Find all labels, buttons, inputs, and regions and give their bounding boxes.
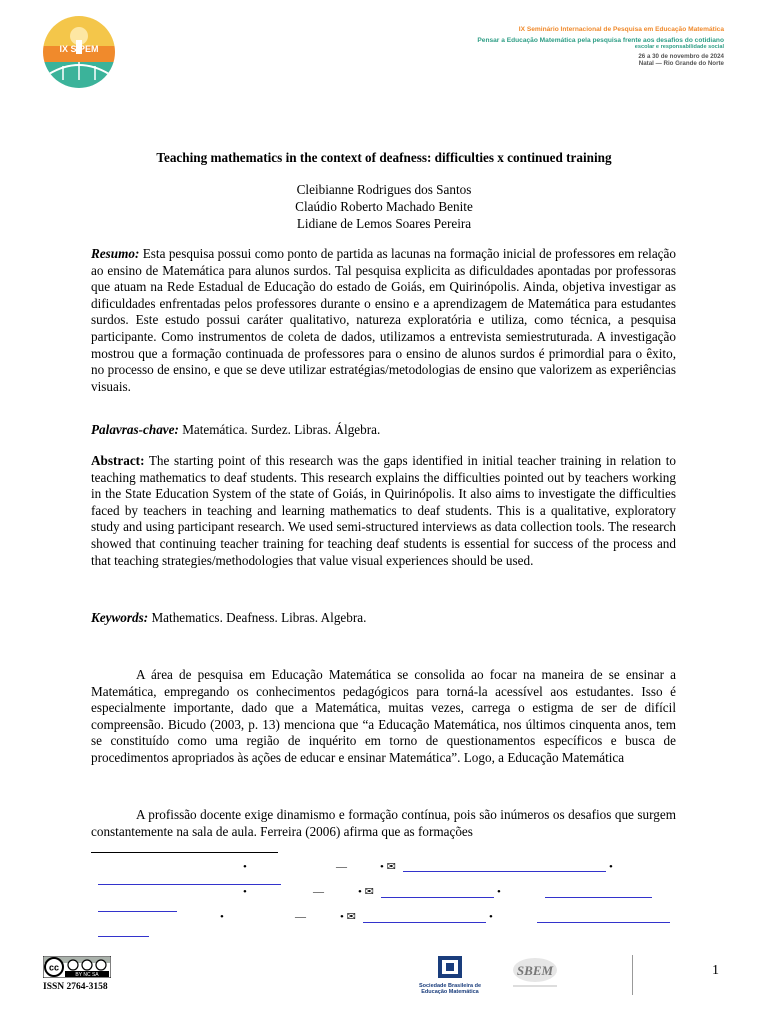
sbem-text: Sociedade Brasileira de Educação Matemática [418,983,482,995]
author-name: Claúdio Roberto Machado Benite [295,199,473,214]
keywords-line [91,610,676,627]
footer-divider [632,955,633,995]
creative-commons-badge[interactable] [43,956,111,978]
footnote-dash: — [336,861,347,873]
sbem-emblem-icon [438,956,462,978]
mail-icon: • ✉ [358,886,374,898]
sbem-logo [415,956,485,994]
footnote-dash: — [295,911,306,923]
body-paragraph-2: A profissão docente exige dinamismo e formação contínua, pois são inúmeros os desafios que surgem constantemente na sala de aula. Ferreira (2006) afirma que as formações [91,807,676,839]
svg-text:cc: cc [48,962,60,973]
footnote-bullet: • [609,861,613,873]
author-name: Lidiane de Lemos Soares Pereira [296,216,472,231]
issn-number: ISSN 2764-3158 [43,982,108,992]
page-number: 1 [712,963,719,978]
footnote-bullet: • [243,861,247,873]
sbem2-text: SBEM [516,963,554,978]
paper-title: Teaching mathematics in the context of deafness: difficulties x continued training [156,150,612,165]
footnote-bullet: • [243,886,247,898]
abstract-label: Abstract: [91,453,145,468]
sbem-secondary-logo [505,956,565,994]
body-paragraph-1: A área de pesquisa em Educação Matemática se consolida ao focar na maneira de se ensinar a Matemática, empregando os conhecimentos pedagógicos para torná-la acessível aos estudantes. Isso é especialmente importante, dado que a Matemática, muitas vezes, carrega o estigma de ser de difícil compreensão. Bicudo (2003, p. 13) menciona que “a Educação Matemática, nos últimos cinquenta anos, tem se constituído como uma região de inquérito em torno de questionamentos específicos e busca de procedimentos apropriados às ações de educar e ensinar Matemática”. Logo, a Educação Matemática [91,667,676,765]
abstract-paragraph [91,453,676,569]
cc-label: BY NC SA [75,972,99,978]
footnote-link[interactable] [98,884,281,885]
event-name: IX Seminário Internacional de Pesquisa em Educação Matemática [518,26,724,33]
footnote-rule [91,852,278,853]
event-dates: 26 a 30 de novembro de 2024 [638,53,724,60]
footnote-bullet: • [497,886,501,898]
resumo-label: Resumo: [91,246,140,261]
footnote-email-link[interactable] [403,871,606,872]
event-theme-cont: escolar e responsabilidade social [634,44,724,50]
palavras-chave-line [91,422,676,439]
mail-icon: • ✉ [340,911,356,923]
resumo-paragraph [91,246,676,395]
mail-icon: • ✉ [380,861,396,873]
footnote-email-link[interactable] [363,922,486,923]
event-location: Natal — Rio Grande do Norte [638,60,724,67]
footnote-bullet: • [489,911,493,923]
event-theme: Pensar a Educação Matemática pela pesquisa frente aos desafios do cotidiano [477,37,724,44]
footnote-email-link[interactable] [381,897,494,898]
logo-text: IX SIPEM [59,44,99,54]
keywords-label: Keywords: [91,610,149,625]
footnote-link[interactable] [537,922,670,923]
footnote-bullet: • [220,911,224,923]
author-list [0,181,768,232]
event-logo [43,16,115,88]
palavras-chave-text: Matemática. Surdez. Libras. Álgebra. [182,422,381,437]
abstract-text: The starting point of this research was the gaps identified in initial teacher training in relation to teaching mathematics to deaf students. This research explains the difficulties pointed out by teachers working in the State Education System of the state of Goiás, in Quirinópolis. It also aims to investigate the difficulties faced by teachers in teaching and learning mathematics to deaf students. This is a qualitative, exploratory study and using participant research. We used semi-structured interviews as data collection tools. The research showed that continuing teacher training for teaching deaf students is essential for success of the process and that teaching strategies/methodologies that value visual experiences should be used. [91,453,676,568]
footnote-link[interactable] [98,936,149,937]
resumo-text: Esta pesquisa possui como ponto de partida as lacunas na formação inicial de professores em relação ao ensino de Matemática para alunos surdos. Tal pesquisa explicita as dificuldades apontadas por professoras que atuam na Rede Estadual de Educação do estado de Goiás, em Quirinópolis. Ainda, objetiva investigar as dificuldades enfrentadas pelos professores durante o ensino e a aprendizagem de Matemática para estudantes surdos. Este estudo possui caráter qualitativo, natureza exploratória e utiliza, como técnica, a pesquisa participante. Como instrumentos de coleta de dados, utilizamos a entrevista semiestruturada. A investigação mostrou que a formação continuada de professores para o ensino de alunos surdos é primordial para o êxito, no processo de ensino, e que se deve utilizar estratégias/metodologias de ensino que valorizem as experiências visuais. [91,246,676,394]
footnote-link[interactable] [545,897,652,898]
keywords-text: Mathematics. Deafness. Libras. Algebra. [151,610,367,625]
palavras-chave-label: Palavras-chave: [91,422,179,437]
author-name: Cleibianne Rodrigues dos Santos [296,182,472,197]
footnote-dash: — [313,886,324,898]
footnote-link[interactable] [98,911,177,912]
event-header [477,26,724,67]
